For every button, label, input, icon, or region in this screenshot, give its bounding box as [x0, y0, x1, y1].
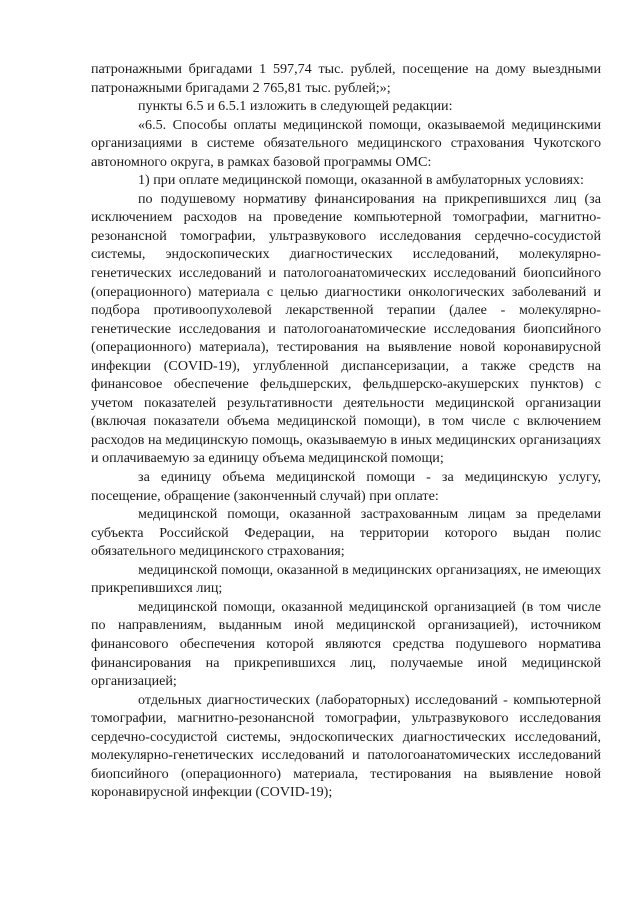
paragraph-9: медицинской помощи, оказанной медицинской организацией (в том числе по направлениям, выданным иной медицинской организацией), источником финансового обеспечения которой являются средства подушевого норматива финансирования на прикрепившихся лиц, получаемые иной медицинской организацией;	[91, 598, 601, 690]
paragraph-5: по подушевому нормативу финансирования на прикрепившихся лиц (за исключением расходов на проведение компьютерной томографии, магнитно-резонансной томографии, ультразвукового исследования сердечно-сосудистой системы, эндоскопических диагностических исследований, молекулярно-генетических исследований и патологоанатомических исследований биопсийного (операционного) материала с целью диагностики онкологических заболеваний и подбора противоопухолевой лекарственной терапии (далее - молекулярно-генетические исследования и патологоанатомические исследования биопсийного (операционного) материала), тестирования на выявление новой коронавирусной инфекции (COVID-19), углубленной диспансеризации, а также средств на финансовое обеспечение фельдшерских, фельдшерско-акушерских пунктов) с учетом показателей результативности деятельности медицинской организации (включая показатели объема медицинской помощи), в том числе с включением расходов на медицинскую помощь, оказываемую в иных медицинских организациях и оплачиваемую за единицу объема медицинской помощи;	[91, 190, 601, 467]
paragraph-3: «6.5. Способы оплаты медицинской помощи, оказываемой медицинскими организациями в системе обязательного медицинского страхования Чукотского автономного округа, в рамках базовой программы ОМС:	[91, 116, 601, 170]
document-page	[91, 60, 601, 802]
paragraph-8: медицинской помощи, оказанной в медицинских организациях, не имеющих прикрепившихся лиц;	[91, 561, 601, 597]
paragraph-1: патронажными бригадами 1 597,74 тыс. рублей, посещение на дому выездными патронажными бригадами 2 765,81 тыс. рублей;»;	[91, 61, 601, 96]
paragraph-10: отдельных диагностических (лабораторных) исследований - компьютерной томографии, магнитно-резонансной томографии, ультразвукового исследования сердечно-сосудистой системы, эндоскопических диагностических исследований, молекулярно-генетических исследований и патологоанатомических исследований биопсийного (операционного) материала, тестирования на выявление новой коронавирусной инфекции (COVID-19);	[91, 691, 601, 801]
paragraph-7: медицинской помощи, оказанной застрахованным лицам за пределами субъекта Российской Федерации, на территории которого выдан полис обязательного медицинского страхования;	[91, 506, 601, 560]
paragraph-6: за единицу объема медицинской помощи - за медицинскую услугу, посещение, обращение (законченный случай) при оплате:	[91, 469, 601, 504]
paragraph-4: 1) при оплате медицинской помощи, оказанной в амбулаторных условиях:	[138, 172, 584, 189]
paragraph-2: пункты 6.5 и 6.5.1 изложить в следующей редакции:	[138, 98, 453, 115]
